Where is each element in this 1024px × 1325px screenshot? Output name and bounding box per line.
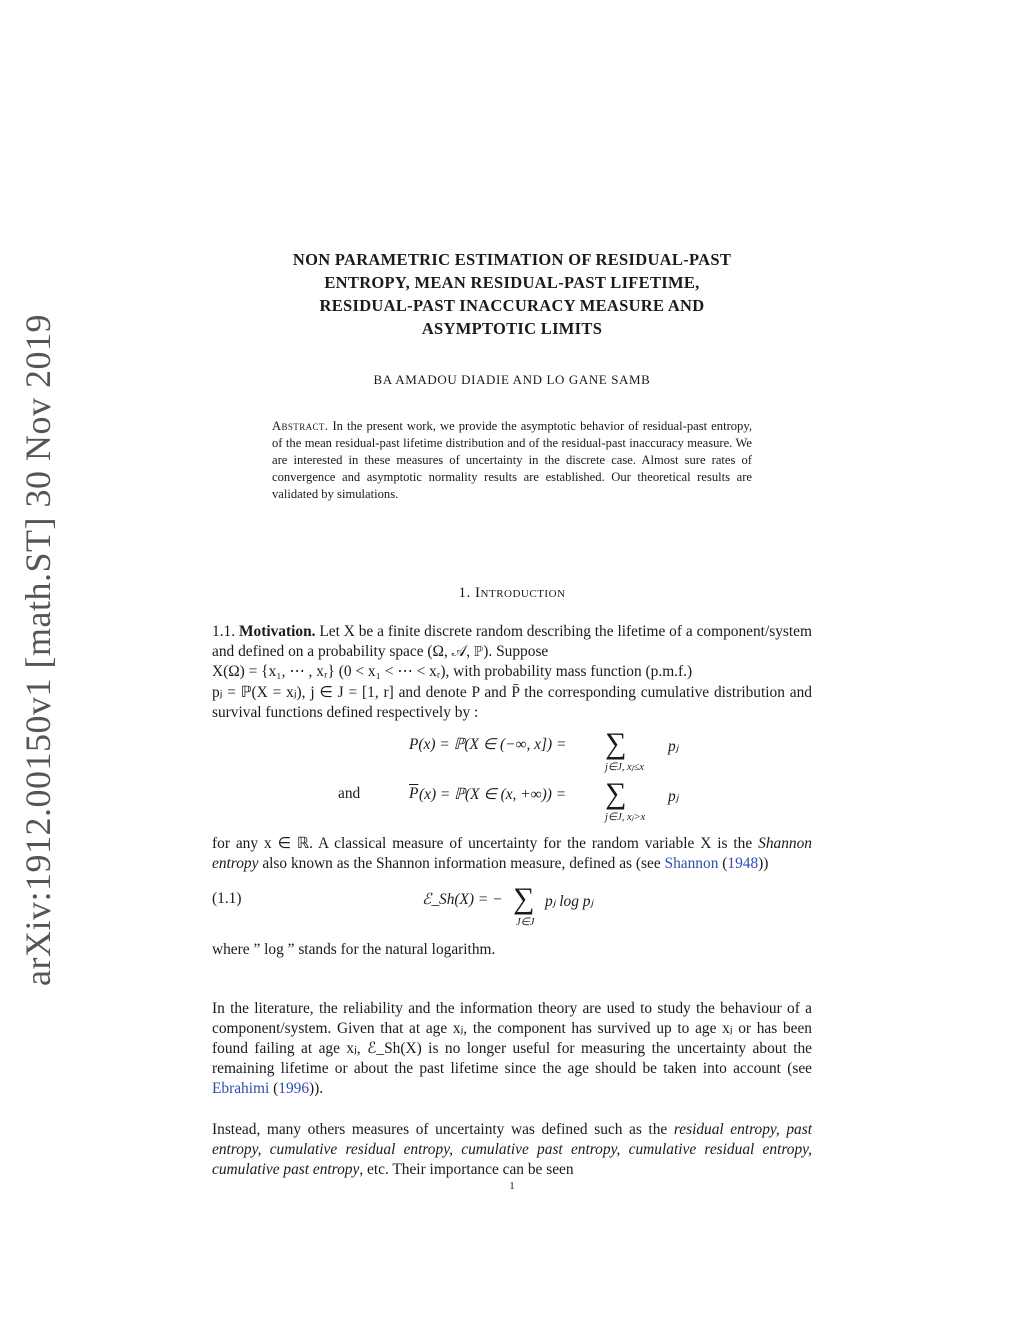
motivation-paragraph	[212, 622, 812, 723]
instead-text-1: Instead, many others measures of uncertainty was defined such as the	[212, 1120, 668, 1138]
shannon-text-2: also known as the Shannon information measure, defined as (see	[262, 855, 661, 873]
shannon-entropy-equation	[212, 882, 812, 932]
and-word: and	[338, 785, 361, 803]
citation-ebrahimi[interactable]: Ebrahimi	[212, 1080, 270, 1098]
arxiv-stamp	[8, 314, 68, 986]
motivation-line-2: X(Ω) = {x₁, ⋯ , xᵣ} (0 < x₁ < ⋯ < xᵣ), with probability mass function (p.m.f.)	[212, 663, 693, 681]
eq-cdf-subscript: j∈J, xⱼ≤x	[605, 762, 644, 774]
instead-paragraph	[212, 1120, 812, 1181]
eq-entropy-left: ℰ_Sh(X) = −	[422, 891, 503, 909]
instead-italic-terms: residual entropy, past entropy, cumulative residual entropy, cumulative past entropy, cumulative residual entropy, cumulative past entropy	[212, 1120, 812, 1179]
shannon-paragraph: for any x ∈ ℝ. A classical measure of uncertainty for the random variable X is the Shannon entropy also known as the Shannon information measure, defined as (see Shannon (1948))	[212, 835, 812, 873]
closing-paren: )).	[309, 1080, 324, 1098]
eq-cdf-left: P(x) = ℙ(X ∈ (−∞, x]) =	[409, 736, 567, 754]
title-line: ENTROPY, MEAN RESIDUAL-PAST LIFETIME,	[324, 273, 700, 292]
literature-paragraph: In the literature, the reliability and the information theory are used to study the behaviour of a component/system. Given that at age xⱼ, the component has survived up to age xⱼ or has been found failing at age xⱼ, ℰ_Sh(X) is no longer useful for measuring the uncertainty about the remaining lifetime or about the past lifetime since the age should be taken into account (see Ebrahimi (1996)).	[212, 999, 812, 1098]
closing-paren: ))	[758, 855, 769, 873]
sum-symbol: ∑	[605, 777, 627, 811]
eq-survival-term: pⱼ	[668, 788, 679, 806]
arxiv-id: arXiv:1912.00150v1 [math.ST] 30 Nov 2019	[18, 314, 58, 986]
eq-survival-subscript: j∈J, xⱼ>x	[605, 812, 646, 824]
paper-title	[212, 248, 812, 340]
cdf-equations	[212, 729, 812, 824]
abstract	[272, 418, 752, 503]
page-number: 1	[509, 1180, 515, 1192]
section-heading	[212, 585, 812, 602]
sum-symbol: ∑	[513, 882, 535, 916]
eq-cdf-term: pⱼ	[668, 738, 679, 756]
abstract-text: In the present work, we provide the asymptotic behavior of residual-past entropy, of the mean residual-past lifetime distribution and of the residual-past inaccuracy measure. We are interested in these measures of uncertainty in the discrete case. Almost sure rates of convergence and asymptotic normality results are established. Our theoretical results are validated by simulations.	[272, 419, 752, 501]
shannon-text-1: for any x ∈ ℝ. A classical measure of uncertainty for the random variable X is the	[212, 835, 753, 853]
citation-shannon[interactable]: Shannon	[664, 855, 719, 873]
authors: BA AMADOU DIADIE AND LO GANE SAMB	[373, 372, 651, 387]
p-bar: $\overline{P}$	[409, 785, 419, 803]
where-line: where ” log ” stands for the natural logarithm.	[212, 941, 496, 959]
instead-text-2: , etc. Their importance can be seen	[359, 1161, 574, 1179]
paper-page	[212, 240, 812, 1192]
subsection-title: Motivation.	[238, 623, 316, 640]
sum-symbol: ∑	[605, 727, 627, 761]
title-line: NON PARAMETRIC ESTIMATION OF RESIDUAL-PAST	[292, 250, 732, 269]
title-line: RESIDUAL-PAST INACCURACY MEASURE AND	[319, 296, 705, 315]
subsection-number: 1.1.	[212, 623, 236, 640]
eq-entropy-subscript: J∈J	[516, 917, 535, 929]
citation-shannon-year[interactable]: 1948	[727, 855, 759, 873]
shannon-entropy-term: Shannon entropy	[212, 835, 812, 873]
section-title: Introduction	[475, 585, 566, 601]
citation-ebrahimi-year[interactable]: 1996	[278, 1080, 310, 1098]
motivation-line-1: Let X be a finite discrete random describing the lifetime of a component/system and defined on a probability space (Ω, 𝒜, ℙ). Suppose	[212, 623, 812, 661]
eq-survival-rest: (x) = ℙ(X ∈ (x, +∞)) =	[419, 786, 567, 804]
title-line: ASYMPTOTIC LIMITS	[421, 319, 603, 338]
abstract-label: Abstract.	[272, 419, 329, 433]
motivation-line-3: pⱼ = ℙ(X = xⱼ), j ∈ J = [1, r] and denote P and P̄ the corresponding cumulative distribution and survival functions defined respectively by :	[212, 683, 812, 721]
eq-entropy-term: pⱼ log pⱼ	[545, 893, 594, 911]
section-number: 1.	[458, 585, 471, 601]
literature-text: In the literature, the reliability and the information theory are used to study the behaviour of a component/system. Given that at age xⱼ, the component has survived up to age xⱼ or has been found failing at age xⱼ, ℰ_Sh(X) is no longer useful for measuring the uncertainty about the remaining lifetime or about the past lifetime since the age should be taken into account (see	[212, 999, 812, 1078]
equation-number: (1.1)	[212, 890, 242, 908]
